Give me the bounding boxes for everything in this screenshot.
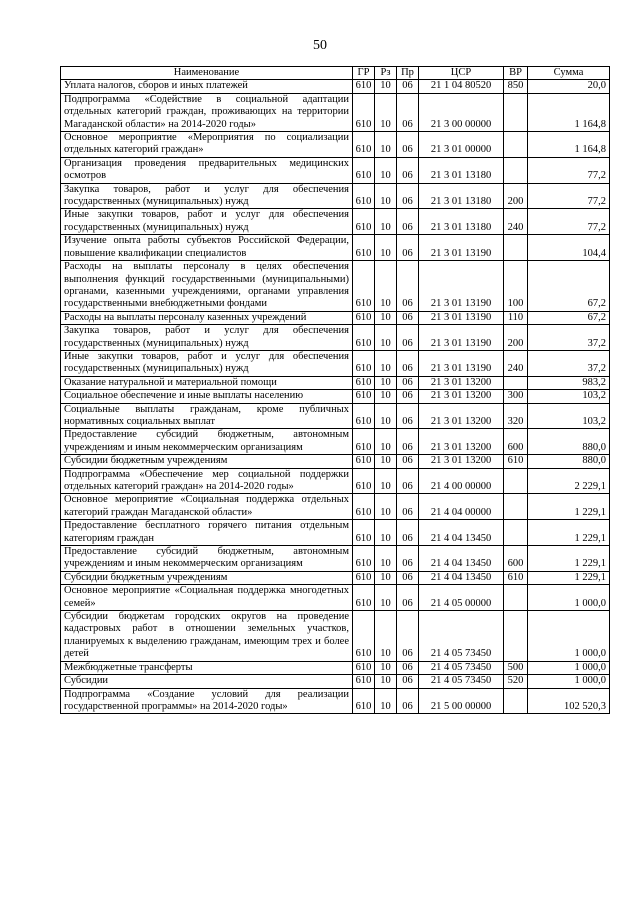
row-rz: 10 <box>375 325 397 351</box>
page-number: 50 <box>313 38 327 53</box>
row-rz: 10 <box>375 585 397 611</box>
header-name: Наименование <box>61 67 353 80</box>
row-vr: 600 <box>504 546 528 572</box>
row-rz: 10 <box>375 350 397 376</box>
row-name: Подпрограмма «Обеспечение мер социальной поддержки отдельных категорий граждан» на 2014-2020 годы» <box>61 468 353 494</box>
table-row <box>61 688 610 714</box>
table-header-row <box>61 67 610 80</box>
row-sum: 20,0 <box>528 80 610 93</box>
row-vr <box>504 157 528 183</box>
row-sum: 77,2 <box>528 209 610 235</box>
row-csr: 21 3 01 13190 <box>419 261 504 312</box>
row-vr: 850 <box>504 80 528 93</box>
row-name: Изучение опыта работы субъектов Российской Федерации, повышение квалификации специалистов <box>61 235 353 261</box>
row-name: Предоставление субсидий бюджетным, автономным учреждениям и иным некоммерческим организациям <box>61 429 353 455</box>
row-sum: 1 229,1 <box>528 520 610 546</box>
row-csr: 21 4 05 73450 <box>419 611 504 662</box>
row-pr: 06 <box>397 661 419 674</box>
row-name: Социальные выплаты гражданам, кроме публичных нормативных социальных выплат <box>61 403 353 429</box>
table-row <box>61 325 610 351</box>
row-sum: 67,2 <box>528 311 610 324</box>
row-vr <box>504 132 528 158</box>
header-rz: Рз <box>375 67 397 80</box>
row-rz: 10 <box>375 675 397 688</box>
row-csr: 21 4 05 73450 <box>419 661 504 674</box>
row-gr: 610 <box>353 350 375 376</box>
header-vr: ВР <box>504 67 528 80</box>
row-pr: 06 <box>397 261 419 312</box>
table-row <box>61 585 610 611</box>
row-name: Субсидии бюджетам городских округов на проведение кадастровых работ в отношении земельных участков, планируемых к выделению гражданам, имеющим трех и более детей <box>61 611 353 662</box>
row-gr: 610 <box>353 376 375 389</box>
row-csr: 21 4 05 00000 <box>419 585 504 611</box>
row-sum: 103,2 <box>528 403 610 429</box>
row-pr: 06 <box>397 494 419 520</box>
row-csr: 21 3 01 13200 <box>419 376 504 389</box>
row-vr: 240 <box>504 350 528 376</box>
row-name: Оказание натуральной и материальной помощи <box>61 376 353 389</box>
row-sum: 77,2 <box>528 183 610 209</box>
row-sum: 1 229,1 <box>528 494 610 520</box>
row-pr: 06 <box>397 571 419 584</box>
row-sum: 102 520,3 <box>528 688 610 714</box>
row-gr: 610 <box>353 209 375 235</box>
row-name: Закупка товаров, работ и услуг для обеспечения государственных (муниципальных) нужд <box>61 183 353 209</box>
table-row <box>61 235 610 261</box>
row-csr: 21 3 01 13200 <box>419 390 504 403</box>
row-vr <box>504 494 528 520</box>
table-row <box>61 132 610 158</box>
row-sum: 1 229,1 <box>528 546 610 572</box>
row-vr: 610 <box>504 571 528 584</box>
row-gr: 610 <box>353 311 375 324</box>
row-pr: 06 <box>397 675 419 688</box>
row-rz: 10 <box>375 661 397 674</box>
row-rz: 10 <box>375 261 397 312</box>
table-row <box>61 546 610 572</box>
row-vr: 520 <box>504 675 528 688</box>
row-csr: 21 4 04 00000 <box>419 494 504 520</box>
row-pr: 06 <box>397 311 419 324</box>
row-rz: 10 <box>375 80 397 93</box>
table-row <box>61 675 610 688</box>
row-csr: 21 4 04 13450 <box>419 546 504 572</box>
row-csr: 21 4 04 13450 <box>419 571 504 584</box>
table-row <box>61 429 610 455</box>
row-vr: 240 <box>504 209 528 235</box>
row-rz: 10 <box>375 468 397 494</box>
row-name: Закупка товаров, работ и услуг для обеспечения государственных (муниципальных) нужд <box>61 325 353 351</box>
table-row <box>61 661 610 674</box>
row-rz: 10 <box>375 546 397 572</box>
row-sum: 37,2 <box>528 325 610 351</box>
row-gr: 610 <box>353 132 375 158</box>
row-sum: 77,2 <box>528 157 610 183</box>
table-row <box>61 520 610 546</box>
row-vr <box>504 520 528 546</box>
row-rz: 10 <box>375 209 397 235</box>
table-row <box>61 157 610 183</box>
row-vr: 100 <box>504 261 528 312</box>
row-pr: 06 <box>397 611 419 662</box>
row-gr: 610 <box>353 661 375 674</box>
row-rz: 10 <box>375 494 397 520</box>
row-gr: 610 <box>353 468 375 494</box>
table-row <box>61 611 610 662</box>
row-name: Расходы на выплаты персоналу в целях обеспечения выполнения функций государственными (муниципальными) органами, казенными учреждениями, органами управления государственными внебюджетными фондами <box>61 261 353 312</box>
row-vr <box>504 376 528 389</box>
row-sum: 1 229,1 <box>528 571 610 584</box>
row-pr: 06 <box>397 585 419 611</box>
row-name: Социальное обеспечение и иные выплаты населению <box>61 390 353 403</box>
row-gr: 610 <box>353 157 375 183</box>
row-vr: 300 <box>504 390 528 403</box>
row-rz: 10 <box>375 455 397 468</box>
row-gr: 610 <box>353 93 375 131</box>
budget-table <box>60 66 610 714</box>
row-gr: 610 <box>353 403 375 429</box>
row-gr: 610 <box>353 546 375 572</box>
row-vr: 320 <box>504 403 528 429</box>
row-vr: 610 <box>504 455 528 468</box>
row-csr: 21 3 01 13200 <box>419 403 504 429</box>
row-name: Иные закупки товаров, работ и услуг для обеспечения государственных (муниципальных) нужд <box>61 209 353 235</box>
row-sum: 67,2 <box>528 261 610 312</box>
row-rz: 10 <box>375 520 397 546</box>
row-vr <box>504 93 528 131</box>
row-name: Организация проведения предварительных медицинских осмотров <box>61 157 353 183</box>
row-gr: 610 <box>353 235 375 261</box>
row-sum: 1 000,0 <box>528 661 610 674</box>
row-pr: 06 <box>397 209 419 235</box>
row-vr: 200 <box>504 183 528 209</box>
row-pr: 06 <box>397 350 419 376</box>
row-vr <box>504 468 528 494</box>
row-name: Субсидии <box>61 675 353 688</box>
table-row <box>61 311 610 324</box>
row-gr: 610 <box>353 585 375 611</box>
row-pr: 06 <box>397 520 419 546</box>
row-name: Субсидии бюджетным учреждениям <box>61 571 353 584</box>
row-name: Подпрограмма «Создание условий для реализации государственной программы» на 2014-2020 годы» <box>61 688 353 714</box>
row-csr: 21 3 01 13190 <box>419 235 504 261</box>
row-sum: 1 000,0 <box>528 675 610 688</box>
header-pr: Пр <box>397 67 419 80</box>
row-name: Уплата налогов, сборов и иных платежей <box>61 80 353 93</box>
row-csr: 21 4 04 13450 <box>419 520 504 546</box>
row-csr: 21 3 01 13180 <box>419 209 504 235</box>
row-pr: 06 <box>397 157 419 183</box>
row-pr: 06 <box>397 132 419 158</box>
row-gr: 610 <box>353 688 375 714</box>
row-name: Предоставление бесплатного горячего питания отдельным категориям граждан <box>61 520 353 546</box>
row-name: Субсидии бюджетным учреждениям <box>61 455 353 468</box>
row-pr: 06 <box>397 429 419 455</box>
row-csr: 21 3 01 13200 <box>419 429 504 455</box>
row-csr: 21 3 01 13190 <box>419 325 504 351</box>
row-pr: 06 <box>397 325 419 351</box>
row-gr: 610 <box>353 325 375 351</box>
row-gr: 610 <box>353 390 375 403</box>
row-gr: 610 <box>353 183 375 209</box>
table-row <box>61 350 610 376</box>
table-row <box>61 468 610 494</box>
row-csr: 21 3 01 00000 <box>419 132 504 158</box>
row-rz: 10 <box>375 376 397 389</box>
row-rz: 10 <box>375 403 397 429</box>
row-pr: 06 <box>397 183 419 209</box>
row-sum: 1 000,0 <box>528 611 610 662</box>
row-pr: 06 <box>397 80 419 93</box>
row-csr: 21 3 01 13180 <box>419 157 504 183</box>
row-sum: 1 164,8 <box>528 93 610 131</box>
header-gr: ГР <box>353 67 375 80</box>
row-csr: 21 5 00 00000 <box>419 688 504 714</box>
table-row <box>61 390 610 403</box>
row-vr <box>504 235 528 261</box>
row-pr: 06 <box>397 235 419 261</box>
table-row <box>61 183 610 209</box>
row-csr: 21 3 01 13180 <box>419 183 504 209</box>
row-rz: 10 <box>375 688 397 714</box>
table-row <box>61 376 610 389</box>
row-gr: 610 <box>353 494 375 520</box>
row-gr: 610 <box>353 80 375 93</box>
row-sum: 104,4 <box>528 235 610 261</box>
table-row <box>61 571 610 584</box>
row-pr: 06 <box>397 455 419 468</box>
row-csr: 21 3 01 13200 <box>419 455 504 468</box>
row-name: Иные закупки товаров, работ и услуг для обеспечения государственных (муниципальных) нужд <box>61 350 353 376</box>
row-vr <box>504 585 528 611</box>
row-pr: 06 <box>397 390 419 403</box>
row-csr: 21 4 00 00000 <box>419 468 504 494</box>
row-rz: 10 <box>375 390 397 403</box>
row-sum: 880,0 <box>528 429 610 455</box>
row-csr: 21 3 00 00000 <box>419 93 504 131</box>
row-rz: 10 <box>375 235 397 261</box>
row-pr: 06 <box>397 376 419 389</box>
row-gr: 610 <box>353 675 375 688</box>
row-gr: 610 <box>353 261 375 312</box>
row-rz: 10 <box>375 132 397 158</box>
row-gr: 610 <box>353 571 375 584</box>
row-name: Подпрограмма «Содействие в социальной адаптации отдельных категорий граждан, проживающих на территории Магаданской области» на 2014-2020 годы» <box>61 93 353 131</box>
row-csr: 21 1 04 80520 <box>419 80 504 93</box>
row-gr: 610 <box>353 520 375 546</box>
table-row <box>61 494 610 520</box>
row-rz: 10 <box>375 611 397 662</box>
row-sum: 37,2 <box>528 350 610 376</box>
row-gr: 610 <box>353 429 375 455</box>
row-sum: 880,0 <box>528 455 610 468</box>
row-pr: 06 <box>397 546 419 572</box>
row-pr: 06 <box>397 468 419 494</box>
header-sum: Сумма <box>528 67 610 80</box>
row-vr: 500 <box>504 661 528 674</box>
row-pr: 06 <box>397 688 419 714</box>
row-vr: 110 <box>504 311 528 324</box>
row-name: Расходы на выплаты персоналу казенных учреждений <box>61 311 353 324</box>
row-sum: 2 229,1 <box>528 468 610 494</box>
row-rz: 10 <box>375 157 397 183</box>
row-vr: 600 <box>504 429 528 455</box>
header-csr: ЦСР <box>419 67 504 80</box>
row-name: Основное мероприятие «Мероприятия по социализации отдельных категорий граждан» <box>61 132 353 158</box>
row-sum: 1 164,8 <box>528 132 610 158</box>
row-rz: 10 <box>375 93 397 131</box>
row-gr: 610 <box>353 455 375 468</box>
row-vr <box>504 611 528 662</box>
row-name: Предоставление субсидий бюджетным, автономным учреждениям и иным некоммерческим организациям <box>61 546 353 572</box>
row-sum: 983,2 <box>528 376 610 389</box>
row-csr: 21 4 05 73450 <box>419 675 504 688</box>
row-csr: 21 3 01 13190 <box>419 311 504 324</box>
row-pr: 06 <box>397 403 419 429</box>
table-row <box>61 403 610 429</box>
row-name: Основное мероприятие «Социальная поддержка отдельных категорий граждан Магаданской области» <box>61 494 353 520</box>
row-pr: 06 <box>397 93 419 131</box>
row-rz: 10 <box>375 311 397 324</box>
row-csr: 21 3 01 13190 <box>419 350 504 376</box>
row-rz: 10 <box>375 429 397 455</box>
row-rz: 10 <box>375 183 397 209</box>
row-name: Межбюджетные трансферты <box>61 661 353 674</box>
table-row <box>61 93 610 131</box>
row-vr <box>504 688 528 714</box>
row-sum: 1 000,0 <box>528 585 610 611</box>
table-row <box>61 261 610 312</box>
row-rz: 10 <box>375 571 397 584</box>
row-sum: 103,2 <box>528 390 610 403</box>
table-row <box>61 455 610 468</box>
table-row <box>61 209 610 235</box>
row-vr: 200 <box>504 325 528 351</box>
row-name: Основное мероприятие «Социальная поддержка многодетных семей» <box>61 585 353 611</box>
row-gr: 610 <box>353 611 375 662</box>
table-row <box>61 80 610 93</box>
